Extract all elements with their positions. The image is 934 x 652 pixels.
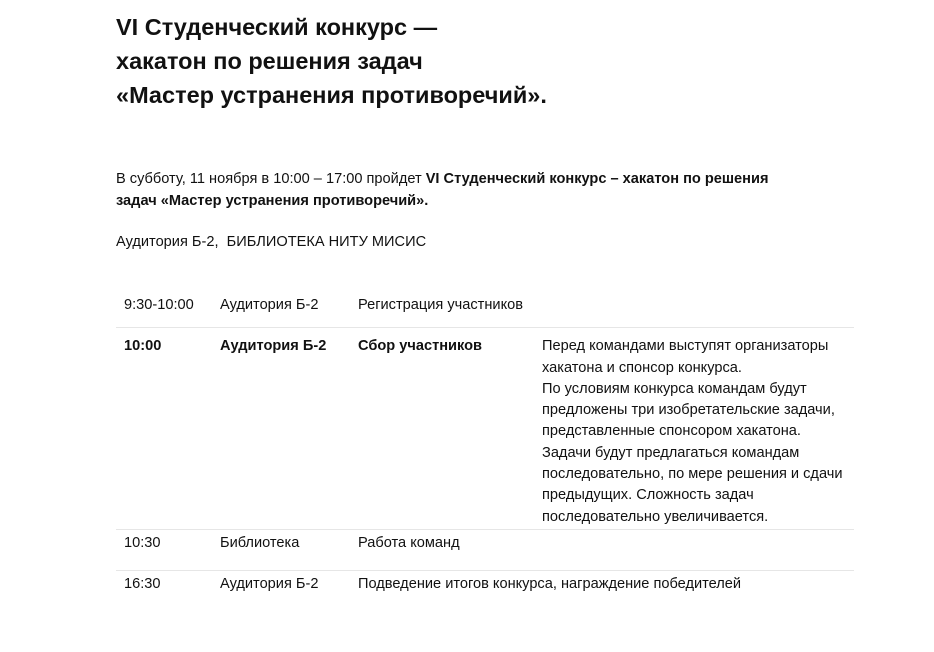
schedule-event: Регистрация участников	[358, 297, 523, 313]
schedule-row	[116, 292, 854, 328]
schedule-note	[542, 336, 854, 528]
schedule-place: Аудитория Б-2	[220, 576, 319, 593]
title-line-3: «Мастер устранения противоречий».	[116, 82, 547, 108]
schedule-time: 10:30	[124, 534, 161, 551]
page-title	[116, 10, 876, 112]
intro-paragraph	[116, 168, 836, 212]
schedule-time: 10:00	[124, 338, 162, 355]
schedule-note-paragraph: Перед командами выступят организаторы хакатона и спонсор конкурса.	[542, 338, 829, 376]
intro-prefix: В субботу, 11 ноября в 10:00 – 17:00 пройдет	[116, 171, 426, 187]
intro-bold-line-1: VI Студенческий конкурс – хакатон по решения	[425, 171, 769, 187]
venue-text: Аудитория Б-2, БИБЛИОТЕКА НИТУ МИСИС	[116, 234, 427, 250]
schedule-place: Аудитория Б-2	[220, 338, 327, 355]
title-line-2: хакатон по решения задач	[116, 48, 423, 74]
intro-bold-line-2: задач «Мастер устранения противоречий».	[116, 193, 429, 209]
schedule-time: 16:30	[124, 576, 161, 593]
schedule-note-paragraph: По условиям конкурса командам будут предложены три изобретательские задачи, представленные спонсором хакатона.	[542, 380, 835, 440]
schedule-row	[116, 328, 854, 530]
schedule-note-paragraph: Задачи будут предлагаться командам последовательно, по мере решения и сдачи предыдущих. Сложность задач последовательно увеличивается.	[542, 444, 843, 525]
schedule-row	[116, 571, 854, 595]
title-line-1: VI Студенческий конкурс —	[116, 14, 438, 40]
schedule-time: 9:30-10:00	[124, 297, 194, 313]
schedule-event: Сбор участников	[358, 338, 482, 355]
schedule-table	[116, 292, 854, 596]
schedule-place: Аудитория Б-2	[220, 297, 319, 313]
schedule-event: Работа команд	[358, 534, 460, 551]
schedule-place: Библиотека	[220, 534, 300, 551]
schedule-row	[116, 530, 854, 571]
schedule-event: Подведение итогов конкурса, награждение победителей	[358, 576, 742, 593]
